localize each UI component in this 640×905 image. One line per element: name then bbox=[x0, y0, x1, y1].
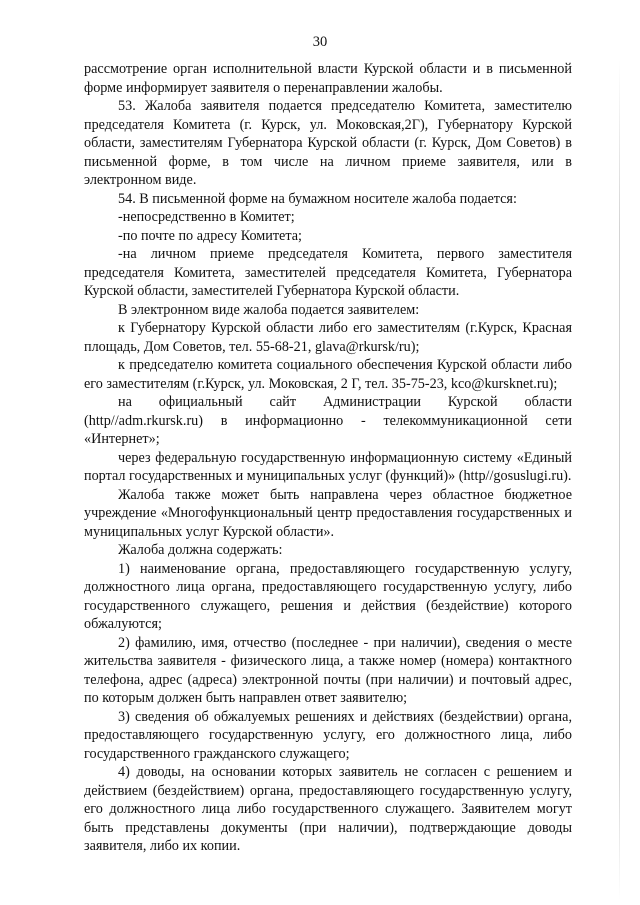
paragraph-continuation: рассмотрение орган исполнительной власти Курской области и в письменной форме информирует заявителя о перенаправлении жалобы. bbox=[84, 61, 572, 96]
list-item-committee-chair: к председателю комитета социального обеспечения Курской области либо его заместителям (г.Курск, ул. Моковская, 2 Г, тел. 35-75-23, kco@kursknet.ru); bbox=[84, 357, 572, 392]
paragraph-54: 54. В письменной форме на бумажном носителе жалоба подается: bbox=[118, 190, 517, 207]
scan-edge-line bbox=[619, 60, 620, 900]
list-item-4: 4) доводы, на основании которых заявитель не согласен с решением и действием (бездействием) органа, предоставляющего государственную услугу, его должностного лица либо государственного служащего. Заявителем могут быть представлены документы (при наличии), подтверждающие доводы заявителя, либо их копии. bbox=[84, 764, 572, 854]
list-item-gosuslugi: через федеральную государственную информационную систему «Единый портал государственных и муниципальных услуг (функций)» (http//gosuslugi.ru). bbox=[84, 449, 572, 484]
list-item-personal-reception: -на личном приеме председателя Комитета, первого заместителя председателя Комитета, заместителей председателя Комитета, Губернатора Курской области, заместителей Губернатора Курской области. bbox=[84, 246, 572, 299]
paragraph-must-contain: Жалоба должна содержать: bbox=[118, 542, 283, 558]
page-number: 30 bbox=[312, 34, 328, 50]
paragraph-53: 53. Жалоба заявителя подается председателю Комитета, заместителю председателя Комитета (г. Курск, ул. Моковская,2Г), Губернатору Курской области, заместителям Губернатора Курской области (г. Курск, Дом Советов) в письменной форме, в том числе на личном приеме заявителя, или в электронном виде. bbox=[84, 98, 572, 188]
body-text bbox=[84, 60, 572, 856]
list-item-post: -по почте по адресу Комитета; bbox=[118, 227, 302, 244]
list-item-3: 3) сведения об обжалуемых решениях и действиях (бездействии) органа, предоставляющего государственную услугу, его должностного лица, либо государственного гражданского служащего; bbox=[84, 708, 572, 762]
list-item-2: 2) фамилию, имя, отчество (последнее - при наличии), сведения о месте жительства заявителя - физического лица, а также номер (номера) контактного телефона, адрес (адреса) электронной почты (при наличии) и почтовый адрес, по которым должен быть направлен ответ заявителю; bbox=[84, 634, 572, 706]
list-item-1: 1) наименование органа, предоставляющего государственную услугу, должностного лица органа, предоставляющего государственную услугу, либо государственного служащего, решения и действия (бездействие) которого обжалуются; bbox=[84, 560, 572, 632]
paragraph-mfc: Жалоба также может быть направлена через областное бюджетное учреждение «Многофункциональный центр предоставления государственных и муниципальных услуг Курской области». bbox=[84, 486, 572, 540]
list-item-governor: к Губернатору Курской области либо его заместителям (г.Курск, Красная площадь, Дом Советов, тел. 55-68-21, glava@rkursk/ru); bbox=[84, 320, 572, 355]
list-item-official-site: на официальный сайт Администрации Курской области (http//adm.rkursk.ru) в информационно - телекоммуникационной сети «Интернет»; bbox=[84, 394, 572, 447]
list-item-committee: -непосредственно в Комитет; bbox=[118, 209, 295, 225]
paragraph-electronic-intro: В электронном виде жалоба подается заявителем: bbox=[118, 301, 420, 318]
